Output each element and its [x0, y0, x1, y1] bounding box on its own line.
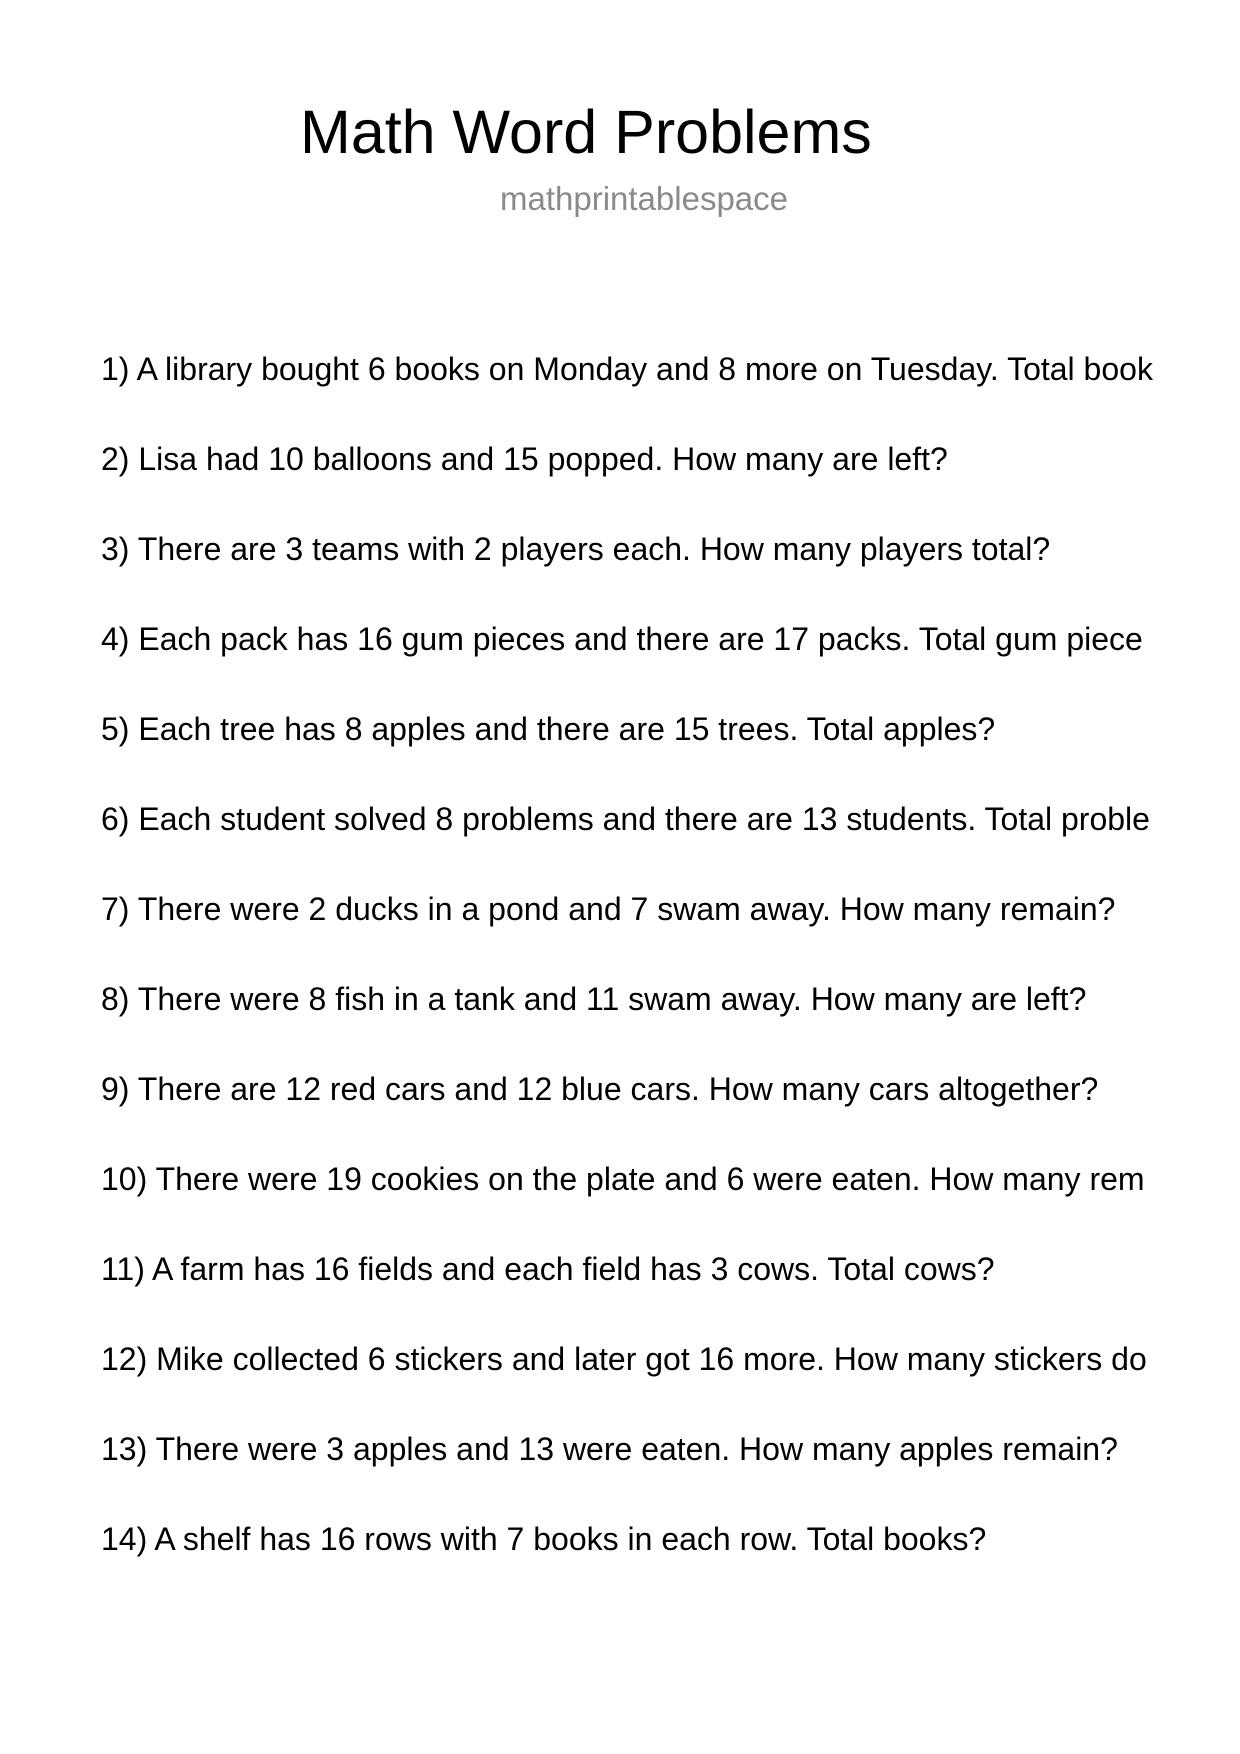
- problem-item: 1) A library bought 6 books on Monday and 8 more on Tuesday. Total book: [101, 351, 1153, 387]
- page-subtitle: mathprintablespace: [500, 180, 789, 217]
- problem-item: 8) There were 8 fish in a tank and 11 swam away. How many are left?: [101, 981, 1087, 1017]
- problem-item: 7) There were 2 ducks in a pond and 7 swam away. How many remain?: [101, 891, 1116, 927]
- problem-item: 13) There were 3 apples and 13 were eaten. How many apples remain?: [101, 1431, 1118, 1467]
- problem-item: 2) Lisa had 10 balloons and 15 popped. How many are left?: [101, 441, 948, 477]
- problem-item: 3) There are 3 teams with 2 players each. How many players total?: [101, 531, 1051, 567]
- problem-item: 10) There were 19 cookies on the plate and 6 were eaten. How many rem: [101, 1161, 1145, 1197]
- problem-item: 4) Each pack has 16 gum pieces and there are 17 packs. Total gum piece: [101, 621, 1143, 657]
- problem-item: 12) Mike collected 6 stickers and later got 16 more. How many stickers do: [101, 1341, 1147, 1377]
- problem-item: 6) Each student solved 8 problems and there are 13 students. Total proble: [101, 801, 1150, 837]
- problem-item: 9) There are 12 red cars and 12 blue cars. How many cars altogether?: [101, 1071, 1099, 1107]
- problem-item: 14) A shelf has 16 rows with 7 books in each row. Total books?: [101, 1521, 987, 1557]
- page-title: Math Word Problems: [300, 98, 872, 166]
- problem-item: 11) A farm has 16 fields and each field has 3 cows. Total cows?: [101, 1251, 995, 1287]
- problem-item: 5) Each tree has 8 apples and there are 15 trees. Total apples?: [101, 711, 996, 747]
